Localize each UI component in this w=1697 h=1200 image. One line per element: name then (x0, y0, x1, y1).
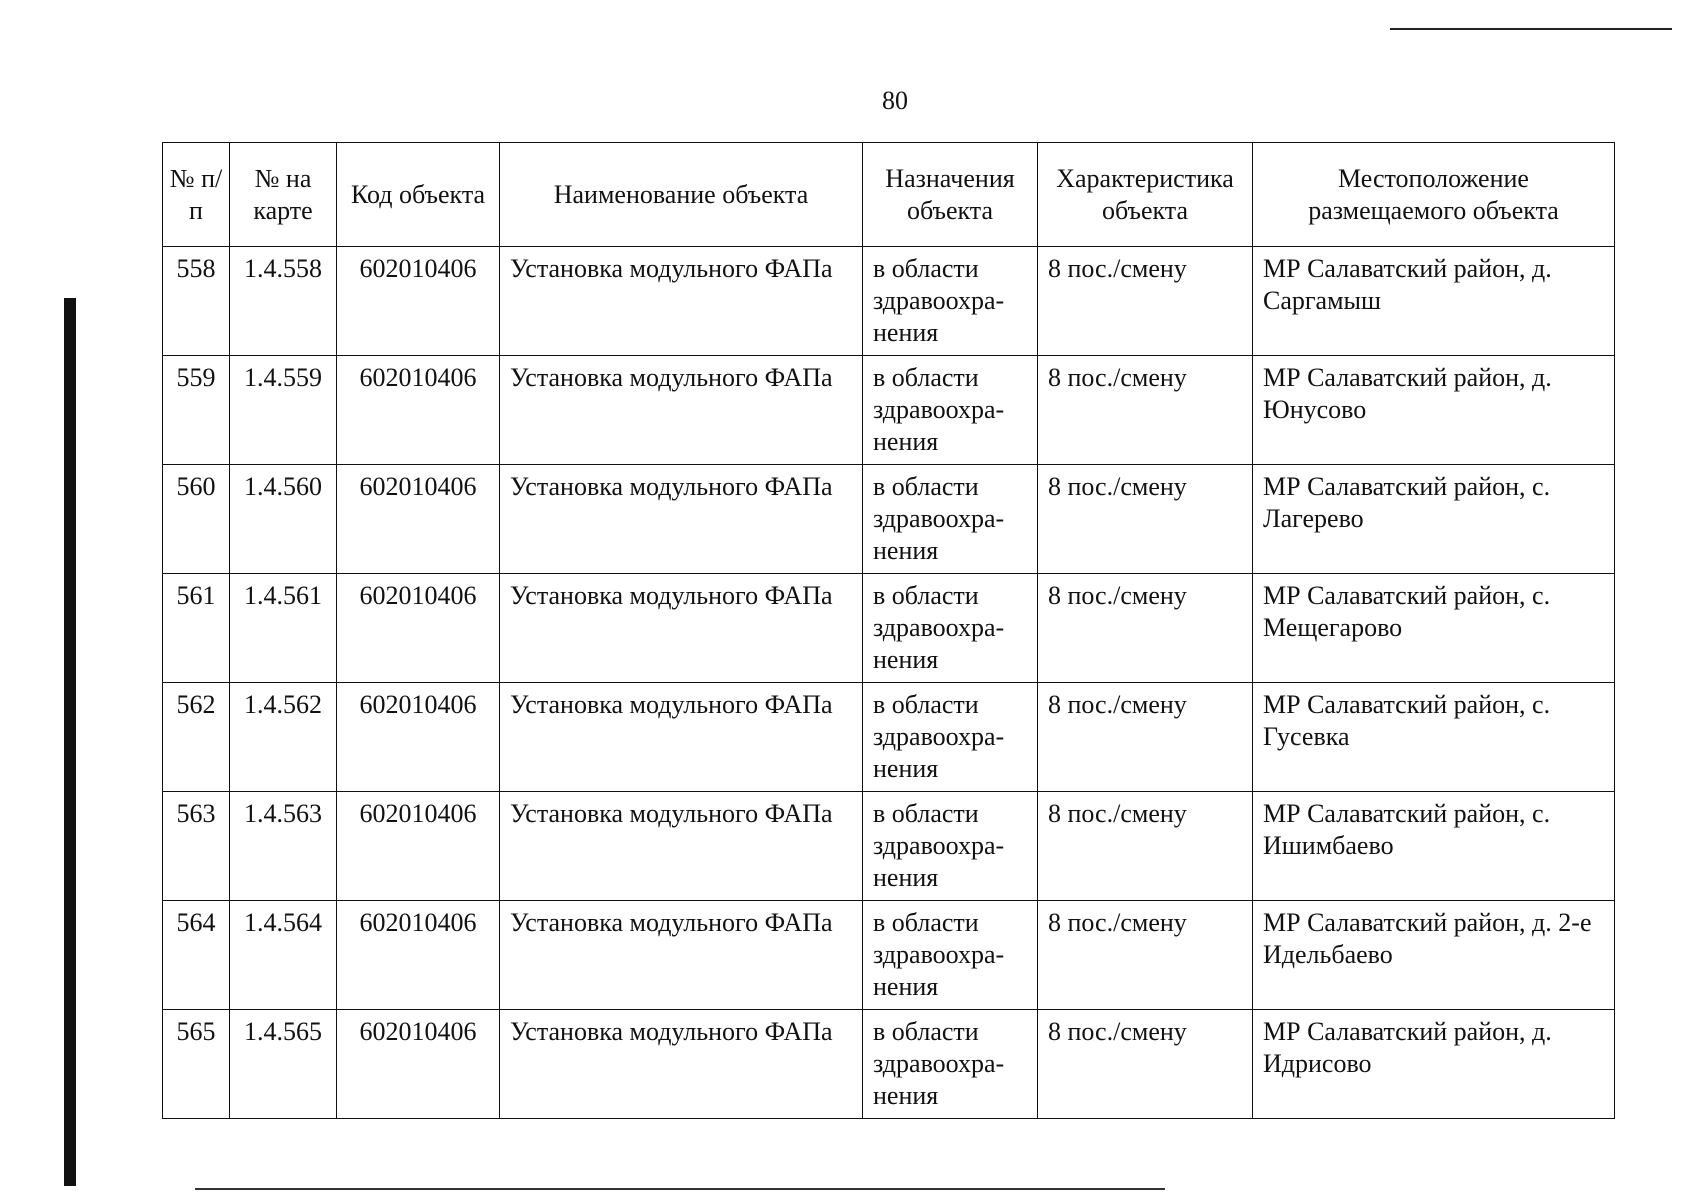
table-row (163, 574, 1615, 683)
cell-num: 562 (163, 683, 230, 792)
header-spec: Характеристика объекта (1038, 143, 1253, 247)
cell-map-num: 1.4.561 (230, 574, 337, 683)
cell-spec: 8 пос./смену (1038, 901, 1253, 1010)
cell-name: Установка модульного ФАПа (500, 574, 863, 683)
cell-location: МР Салаватский район, д. 2-е Идельбаево (1253, 901, 1615, 1010)
cell-spec: 8 пос./смену (1038, 356, 1253, 465)
cell-purpose: в области здравоохра-нения (863, 683, 1038, 792)
cell-num: 559 (163, 356, 230, 465)
cell-code: 602010406 (337, 247, 500, 356)
cell-map-num: 1.4.558 (230, 247, 337, 356)
cell-map-num: 1.4.565 (230, 1010, 337, 1119)
header-purpose: Назначения объекта (863, 143, 1038, 247)
cell-name: Установка модульного ФАПа (500, 465, 863, 574)
cell-name: Установка модульного ФАПа (500, 683, 863, 792)
header-code: Код объекта (337, 143, 500, 247)
bottom-rule (195, 1188, 1165, 1190)
cell-purpose: в области здравоохра-нения (863, 1010, 1038, 1119)
page-number: 80 (882, 86, 908, 115)
header-num: № п/п (163, 143, 230, 247)
cell-purpose: в области здравоохра-нения (863, 574, 1038, 683)
objects-table (162, 142, 1615, 1119)
cell-name: Установка модульного ФАПа (500, 247, 863, 356)
cell-code: 602010406 (337, 574, 500, 683)
table-row (163, 465, 1615, 574)
cell-code: 602010406 (337, 465, 500, 574)
header-location: Местоположение размещаемого объекта (1253, 143, 1615, 247)
cell-spec: 8 пос./смену (1038, 574, 1253, 683)
table-row (163, 792, 1615, 901)
cell-location: МР Салаватский район, с. Гусевка (1253, 683, 1615, 792)
header-map-num: № на карте (230, 143, 337, 247)
cell-location: МР Салаватский район, с. Лагерево (1253, 465, 1615, 574)
cell-num: 565 (163, 1010, 230, 1119)
cell-location: МР Салаватский район, с. Ишимбаево (1253, 792, 1615, 901)
table-row (163, 1010, 1615, 1119)
cell-purpose: в области здравоохра-нения (863, 901, 1038, 1010)
cell-num: 560 (163, 465, 230, 574)
cell-code: 602010406 (337, 356, 500, 465)
cell-num: 561 (163, 574, 230, 683)
table-row (163, 356, 1615, 465)
table-row (163, 247, 1615, 356)
cell-code: 602010406 (337, 792, 500, 901)
cell-purpose: в области здравоохра-нения (863, 792, 1038, 901)
table-row (163, 901, 1615, 1010)
cell-name: Установка модульного ФАПа (500, 356, 863, 465)
cell-purpose: в области здравоохра-нения (863, 247, 1038, 356)
scan-edge-bar (64, 298, 76, 1186)
cell-spec: 8 пос./смену (1038, 792, 1253, 901)
cell-spec: 8 пос./смену (1038, 247, 1253, 356)
header-name: Наименование объекта (500, 143, 863, 247)
cell-code: 602010406 (337, 683, 500, 792)
cell-spec: 8 пос./смену (1038, 683, 1253, 792)
cell-location: МР Салаватский район, д. Юнусово (1253, 356, 1615, 465)
cell-purpose: в области здравоохра-нения (863, 465, 1038, 574)
cell-map-num: 1.4.563 (230, 792, 337, 901)
top-rule (1390, 28, 1672, 30)
cell-location: МР Салаватский район, с. Мещегарово (1253, 574, 1615, 683)
cell-code: 602010406 (337, 901, 500, 1010)
cell-map-num: 1.4.560 (230, 465, 337, 574)
cell-name: Установка модульного ФАПа (500, 901, 863, 1010)
cell-num: 558 (163, 247, 230, 356)
cell-map-num: 1.4.564 (230, 901, 337, 1010)
cell-name: Установка модульного ФАПа (500, 1010, 863, 1119)
table-row (163, 683, 1615, 792)
cell-map-num: 1.4.562 (230, 683, 337, 792)
table-header-row (163, 143, 1615, 247)
cell-num: 564 (163, 901, 230, 1010)
cell-map-num: 1.4.559 (230, 356, 337, 465)
cell-location: МР Салаватский район, д. Саргамыш (1253, 247, 1615, 356)
cell-spec: 8 пос./смену (1038, 465, 1253, 574)
cell-name: Установка модульного ФАПа (500, 792, 863, 901)
cell-code: 602010406 (337, 1010, 500, 1119)
cell-num: 563 (163, 792, 230, 901)
cell-location: МР Салаватский район, д. Идрисово (1253, 1010, 1615, 1119)
cell-purpose: в области здравоохра-нения (863, 356, 1038, 465)
cell-spec: 8 пос./смену (1038, 1010, 1253, 1119)
